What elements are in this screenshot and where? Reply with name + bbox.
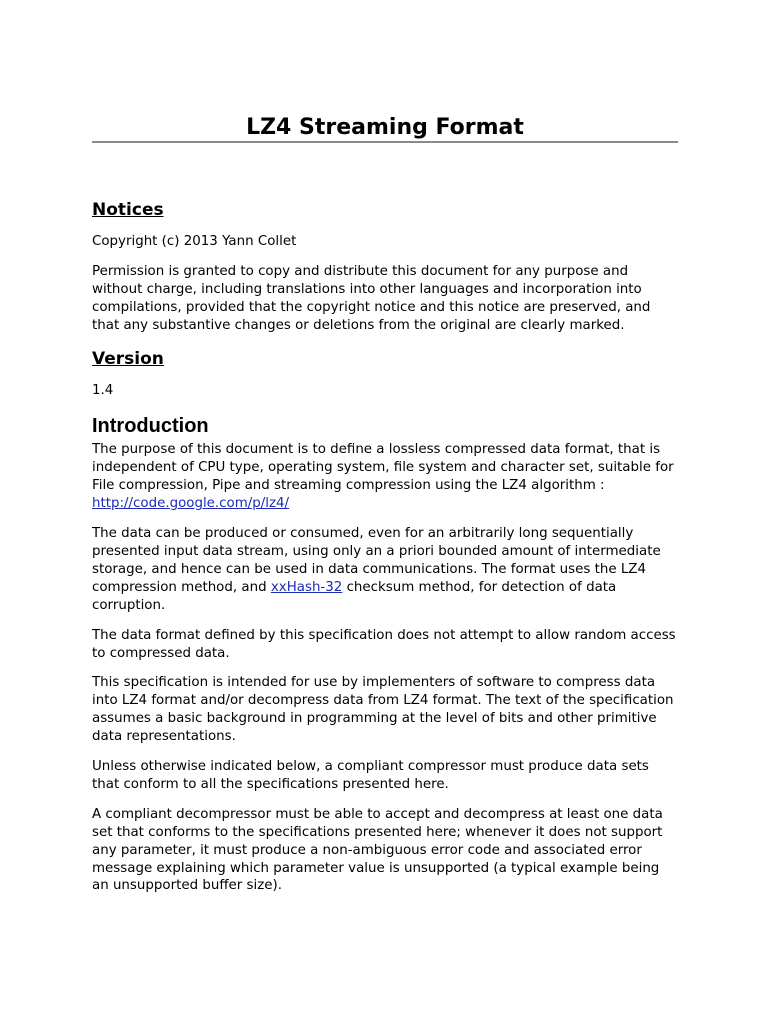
copyright-text: Copyright (c) 2013 Yann Collet xyxy=(92,234,297,249)
intro-paragraph-2-text-after: checksum method, for detection of data corruption. xyxy=(92,579,617,613)
intro-paragraph-6: A compliant decompressor must be able to accept and decompress at least one data set that conforms to the specifications presented here; whenever it does not support any parameter, it must produce a non-ambiguous error code and associated error message explaining which parameter value is unsupported (a typical example being an unsupported buffer size). xyxy=(92,806,663,894)
intro-paragraph-5: Unless otherwise indicated below, a compliant compressor must produce data sets that conform to all the specifications presented here. xyxy=(92,759,649,792)
permission-text: Permission is granted to copy and distribute this document for any purpose and without charge, including translations into other languages and incorporation into compilations, provided that the copyright notice and this notice are preserved, and that any substantive changes or deletions from the original are clearly marked. xyxy=(92,263,651,333)
xxhash-link[interactable]: xxHash-32 xyxy=(270,579,343,595)
intro-paragraph-1-text: The purpose of this document is to define a lossless compressed data format, that is independent of CPU type, operating system, file system and character set, suitable for File compression, Pipe and streaming compression using the LZ4 algorithm : xyxy=(92,442,674,494)
document-title: LZ4 Streaming Format xyxy=(246,115,524,140)
notices-heading: Notices xyxy=(92,200,164,220)
title-divider xyxy=(92,141,678,143)
intro-paragraph-2 xyxy=(92,525,678,615)
version-value: 1.4 xyxy=(92,382,114,398)
intro-paragraph-1 xyxy=(92,441,678,513)
intro-paragraph-2-text-before: The data can be produced or consumed, even for an arbitrarily long sequentially presented input data stream, using only an a priori bounded amount of intermediate storage, and hence can be used in data communications. The format uses the LZ4 compression method, and xyxy=(92,526,661,595)
intro-paragraph-4: This specification is intended for use by implementers of software to compress data into LZ4 format and/or decompress data from LZ4 format. The text of the specification assumes a basic background in programming at the level of bits and other primitive data representations. xyxy=(92,675,674,745)
document-body xyxy=(92,198,678,895)
intro-paragraph-3: The data format defined by this specification does not attempt to allow random access to compressed data. xyxy=(92,627,676,661)
version-heading: Version xyxy=(92,348,164,369)
lz4-project-link[interactable]: http://code.google.com/p/lz4/ xyxy=(92,496,290,512)
introduction-heading: Introduction xyxy=(92,415,209,438)
